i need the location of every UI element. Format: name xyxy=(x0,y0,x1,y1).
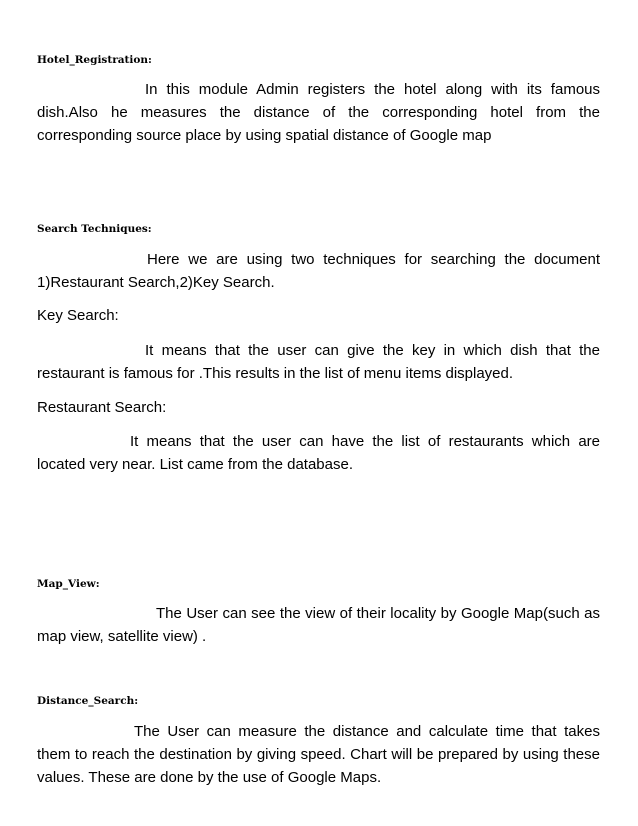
distance-search-paragraph xyxy=(37,720,600,789)
key-search-text: It means that the user can give the key in which dish that the restaurant is famous for .This results in the list of menu items displayed. xyxy=(37,342,600,382)
restaurant-search-text: It means that the user can have the list of restaurants which are located very near. List came from the database. xyxy=(37,433,600,473)
map-view-text: The User can see the view of their locality by Google Map(such as map view, satellite view) . xyxy=(37,605,600,645)
search-techniques-text: Here we are using two techniques for searching the document 1)Restaurant Search,2)Key Search. xyxy=(37,251,600,291)
restaurant-search-paragraph xyxy=(37,430,600,476)
map-view-paragraph xyxy=(37,602,600,648)
hotel-registration-heading: Hotel_Registration: xyxy=(37,54,152,66)
search-techniques-paragraph xyxy=(37,248,600,294)
map-view-heading: Map_View: xyxy=(37,578,100,590)
key-search-paragraph xyxy=(37,339,600,385)
search-techniques-heading: Search Techniques: xyxy=(37,223,152,235)
distance-search-text: The User can measure the distance and calculate time that takes them to reach the destination by giving speed. Chart will be prepared by using these values. These are done by the use of Google Maps. xyxy=(37,723,600,786)
distance-search-heading: Distance_Search: xyxy=(37,695,139,707)
hotel-registration-paragraph xyxy=(37,78,600,147)
restaurant-search-label: Restaurant Search: xyxy=(37,399,167,416)
hotel-registration-text: In this module Admin registers the hotel along with its famous dish.Also he measures the distance of the corresponding hotel from the corresponding source place by using spatial distance of Google map xyxy=(37,81,600,144)
key-search-label: Key Search: xyxy=(37,307,119,324)
